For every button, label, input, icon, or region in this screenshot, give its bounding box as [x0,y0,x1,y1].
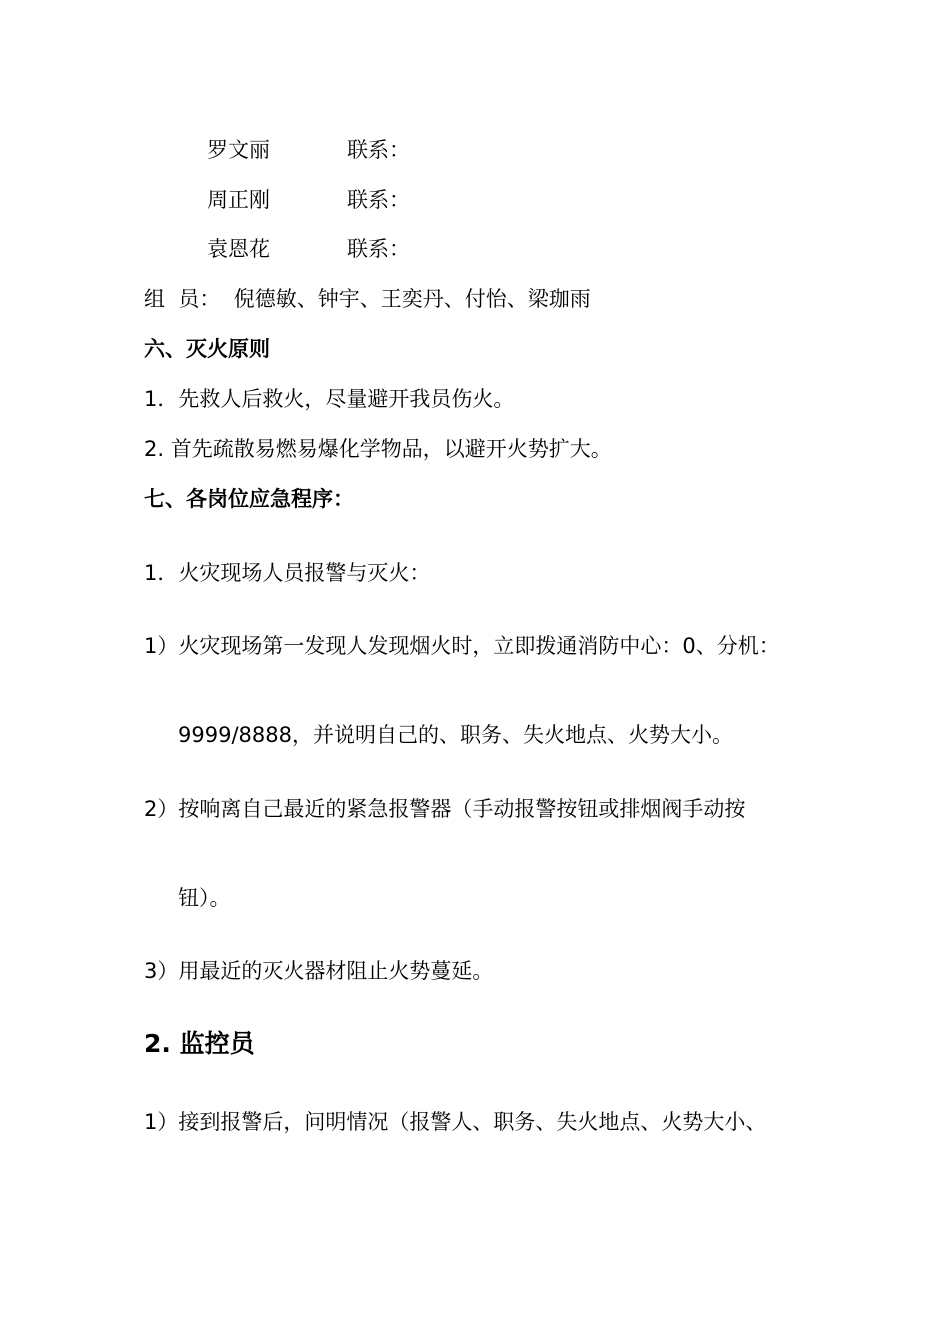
contact-label: 联系： [347,138,410,162]
contact-name: 罗文丽 [207,138,270,162]
list-item: 1）火灾现场第一发现人发现烟火时，立即拨通消防中心：0、分机： [144,634,780,658]
contact-label: 联系： [347,188,410,212]
list-item: 1．先救人后救火，尽量避开我员伤火。 [144,387,515,411]
contact-label: 联系： [347,237,410,261]
list-item: 2. 首先疏散易燃易爆化学物品，以避开火势扩大。 [144,437,612,461]
section-heading: 六、灭火原则 [144,337,270,361]
list-item: 1）接到报警后，问明情况（报警人、职务、失火地点、火势大小、 [144,1110,767,1134]
list-item: 3）用最近的灭火器材阻止火势蔓延。 [144,959,494,983]
subsection-heading: 2. 监控员 [144,1029,255,1058]
members-line: 组 员： 倪德敏、钟宇、王奕丹、付怡、梁珈雨 [144,287,591,311]
subsection-title: 1．火灾现场人员报警与灭火： [144,561,431,585]
list-item: 2）按响离自己最近的紧急报警器（手动报警按钮或排烟阀手动按 [144,797,746,821]
list-item-continuation: 钮）。 [178,886,231,910]
contact-name: 周正刚 [207,188,270,212]
section-heading: 七、各岗位应急程序： [144,487,354,511]
contact-name: 袁恩花 [207,237,270,261]
list-item-continuation: 9999/8888，并说明自己的、职务、失火地点、火势大小。 [178,723,733,747]
